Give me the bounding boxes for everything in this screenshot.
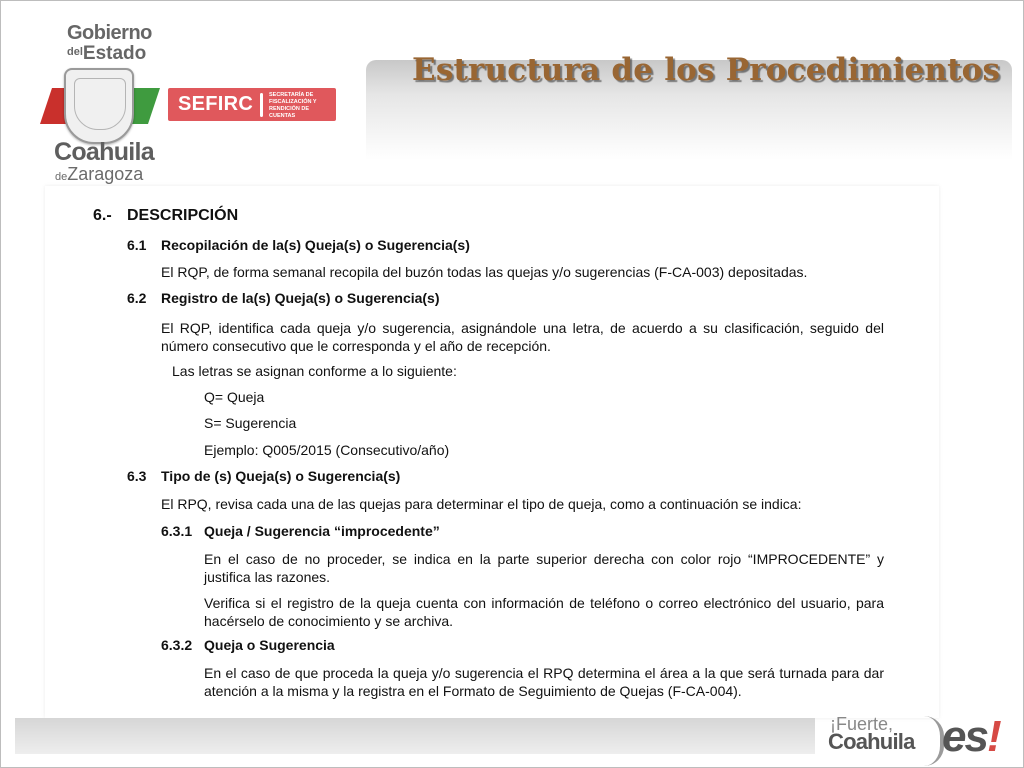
- s63-text: El RPQ, revisa cada una de las quejas para determinar el tipo de queja, como a continuación se indica:: [161, 496, 802, 512]
- section-number: 6.-: [93, 207, 112, 224]
- slogan-bang: !: [986, 712, 1000, 761]
- state-name: Coahuila: [54, 138, 154, 166]
- s62-letters: Las letras se asignan conforme a lo siguiente:: [172, 363, 457, 379]
- s63-title: Tipo de (s) Queja(s) o Sugerencia(s): [161, 468, 401, 484]
- s62-text: El RQP, identifica cada queja y/o sugerencia, asignándole una letra, de acuerdo a su clasificación, seguido del número consecutivo que le corresponda y el año de recepción.: [161, 320, 884, 354]
- s62-q: Q= Queja: [204, 389, 265, 405]
- s632-title: Queja o Sugerencia: [204, 637, 335, 653]
- s632-paragraph1: En el caso de que proceda la queja y/o sugerencia el RPQ determina el área a la que será turnada para dar atención a la misma y la registra en el Formato de Seguimiento de Quejas (F-CA-004).: [204, 665, 884, 699]
- slogan-es-logo: [942, 712, 1000, 762]
- s63-number: 6.3: [127, 468, 147, 484]
- s61-title: Recopilación de la(s) Queja(s) o Sugerencia(s): [161, 237, 470, 253]
- s62-title: Registro de la(s) Queja(s) o Sugerencia(s): [161, 290, 440, 306]
- s62-number: 6.2: [127, 290, 147, 306]
- footer-band: [15, 718, 815, 754]
- s62-s: S= Sugerencia: [204, 415, 297, 431]
- gov-line1: Gobierno: [67, 22, 152, 44]
- slogan-state: Coahuila: [828, 729, 915, 754]
- s61-number: 6.1: [127, 237, 147, 253]
- s631-paragraph2: Verifica si el registro de la queja cuenta con información de teléfono o correo electrónico del usuario, para hacérselo de conocimiento y se archiva.: [204, 595, 884, 629]
- government-logo: [40, 22, 340, 187]
- gov-estado: Estado: [82, 43, 147, 64]
- s631-paragraph1: En el caso de no proceder, se indica en la parte superior derecha con color rojo “IMPROCEDENTE” y justifica las razones.: [204, 551, 884, 585]
- s61-text: El RQP, de forma semanal recopila del buzón todas las quejas y/o sugerencias (F-CA-003) depositadas.: [161, 264, 808, 280]
- s632-number: 6.3.2: [161, 637, 193, 653]
- s631-title: Queja / Sugerencia “improcedente”: [204, 523, 440, 539]
- s631-number: 6.3.1: [161, 523, 193, 539]
- sefirc-logo: [168, 88, 336, 121]
- sefirc-divider: [260, 93, 263, 117]
- slide-title: Estructura de los Procedimientos: [412, 52, 1001, 88]
- document-page: [45, 186, 939, 718]
- state-subname: [55, 164, 143, 185]
- slogan-es: es: [942, 712, 987, 761]
- sefirc-name: SEFIRC: [178, 93, 254, 115]
- s62-example: Ejemplo: Q005/2015 (Consecutivo/año): [204, 442, 450, 458]
- gov-del: del: [67, 46, 83, 58]
- state-de: de: [55, 171, 68, 183]
- state-zaragoza: Zaragoza: [67, 164, 144, 184]
- sefirc-subtitle: SECRETARÍA DE FISCALIZACIÓN Y RENDICIÓN DE CUENTAS: [269, 92, 317, 119]
- slogan-top: ¡Fuerte,: [830, 714, 894, 734]
- section-title: DESCRIPCIÓN: [127, 207, 239, 224]
